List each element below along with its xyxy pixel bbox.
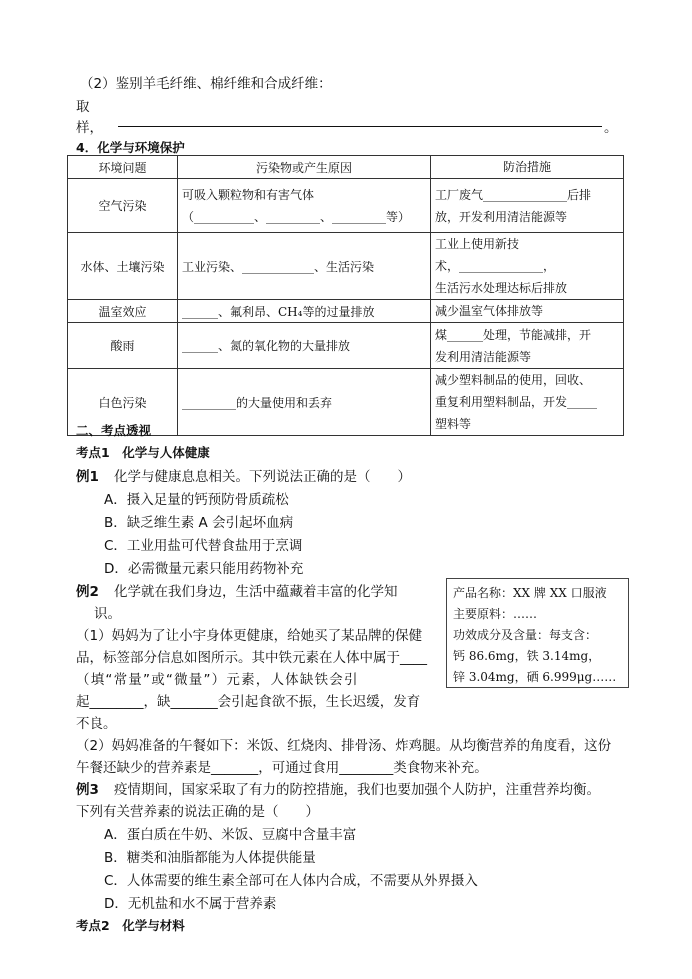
measure-line: 煤______处理，节能减排，开: [435, 327, 592, 342]
answer-qu-label: 取: [76, 99, 90, 115]
example-2-q1-line: （填“常量”或“微量”）元素，人体缺铁会引: [76, 672, 359, 688]
option-b: B．糖类和油脂都能为人体提供能量: [104, 850, 316, 866]
table-row: [68, 323, 624, 369]
problem-cell: 温室效应: [68, 300, 178, 323]
label-line: 功效成分及含量：每支含：: [453, 628, 598, 642]
example-2-q1-line: 品，标签部分信息如图所示。其中铁元素在人体中属于____: [76, 650, 427, 666]
option-d: D．无机盐和水不属于营养素: [104, 896, 277, 912]
example-3-stem: 疫情期间，国家采取了有力的防控措施，我们也要加强个人防护，注重营养均衡。: [114, 782, 600, 798]
problem-cell: 白色污染: [68, 369, 178, 436]
answer-yang-label: 样，: [76, 120, 103, 136]
cause-cell: ______、氮的氧化物的大量排放: [178, 323, 431, 369]
example-2-q2-line: （2）妈妈准备的午餐如下：米饭、红烧肉、排骨汤、炸鸡腿。从均衡营养的角度看，这份: [76, 738, 612, 754]
measure-line: 塑料等: [435, 417, 472, 431]
problem-cell: 空气污染: [68, 179, 178, 233]
measure-line: 术，______________，: [435, 259, 556, 273]
example-2-q1-line: 起________，缺_______会引起食欲不振，生长迟缓，发育: [76, 694, 421, 710]
table-row: [68, 233, 624, 300]
measure-cell: 减少温室气体排放等: [431, 300, 624, 323]
label-line: 钙 86.6mg，铁 3.14mg，: [453, 649, 601, 663]
option-a: A．摄入足量的钙预防骨质疏松: [104, 492, 289, 508]
problem-cell: 水体、土壤污染: [68, 233, 178, 300]
measure-line: 发利用清洁能源等: [435, 349, 532, 364]
table-row: [68, 300, 624, 323]
environment-table: [67, 155, 624, 436]
example-2-stem-cont: 识。: [94, 606, 121, 622]
example-1-label: 例1: [76, 469, 99, 485]
measure-cell: [431, 369, 624, 436]
label-line: 主要原料：……: [453, 607, 538, 621]
cause-cell: _________的大量使用和丢弃: [178, 369, 431, 436]
answer-end-mark: 。: [604, 120, 618, 136]
measure-line: 减少塑料制品的使用，回收、: [435, 373, 592, 387]
option-c: C．工业用盐可代替食盐用于烹调: [104, 538, 303, 554]
section-title: 二、考点透视: [76, 423, 152, 438]
cause-cell: ______、氟利昂、CH₄等的过量排放: [178, 300, 431, 323]
option-b: B．缺乏维生素 A 会引起坏血病: [104, 515, 294, 531]
kaodian-2-heading: 考点2 化学与材料: [76, 918, 185, 933]
label-line: 产品名称：XX 牌 XX 口服液: [453, 586, 607, 600]
product-label-box: [446, 578, 629, 688]
option-c: C．人体需要的维生素全部可在人体内合成，不需要从外界摄入: [104, 873, 478, 889]
example-2-q2-line: 午餐还缺少的营养素是_______，可通过食用________类食物来补充。: [76, 760, 488, 776]
example-2-stem: 化学就在我们身边，生活中蕴藏着丰富的化学知: [114, 584, 398, 600]
measure-cell: [431, 233, 624, 300]
table-header: 污染物或产生原因: [178, 156, 431, 179]
example-2-label: 例2: [76, 584, 99, 600]
measure-cell: [431, 179, 624, 233]
problem-cell: 酸雨: [68, 323, 178, 369]
measure-line: 放，开发利用清洁能源等: [435, 209, 568, 224]
measure-line: 重复利用塑料制品，开发_____: [435, 395, 598, 409]
example-2-q1-line: （1）妈妈为了让小宇身体更健康，给她买了某品牌的保健: [76, 628, 423, 644]
cause-cell: [178, 179, 431, 233]
table-row: [68, 179, 624, 233]
option-a: A．蛋白质在牛奶、米饭、豆腐中含量丰富: [104, 827, 357, 843]
example-3-label: 例3: [76, 782, 99, 798]
cause-cell: 工业污染、____________、生活污染: [178, 233, 431, 300]
section-heading-environment: 4．化学与环境保护: [76, 140, 185, 155]
answer-blank-line: [118, 126, 602, 127]
measure-cell: [431, 323, 624, 369]
cause-line: （__________、_________、_________等）: [182, 209, 411, 224]
label-line: 锌 3.04mg，硒 6.999μg……: [453, 670, 617, 684]
cause-line: 可吸入颗粒物和有害气体: [182, 187, 315, 202]
example-1-stem: 化学与健康息息相关。下列说法正确的是（ ）: [114, 469, 411, 485]
option-d: D．必需微量元素只能用药物补充: [104, 561, 304, 577]
example-2-q1-line: 不良。: [76, 716, 117, 732]
measure-line: 工业上使用新技: [435, 237, 520, 251]
example-3-stem-cont: 下列有关营养素的说法正确的是（ ）: [76, 804, 319, 820]
question-2-text: （2）鉴别羊毛纤维、棉纤维和合成纤维：: [80, 76, 332, 92]
table-header: 防治措施: [431, 156, 624, 179]
kaodian-1-heading: 考点1 化学与人体健康: [76, 445, 210, 460]
measure-line: 生活污水处理达标后排放: [435, 281, 568, 295]
table-header: 环境问题: [68, 156, 178, 179]
measure-line: 工厂废气______________后排: [435, 187, 592, 202]
